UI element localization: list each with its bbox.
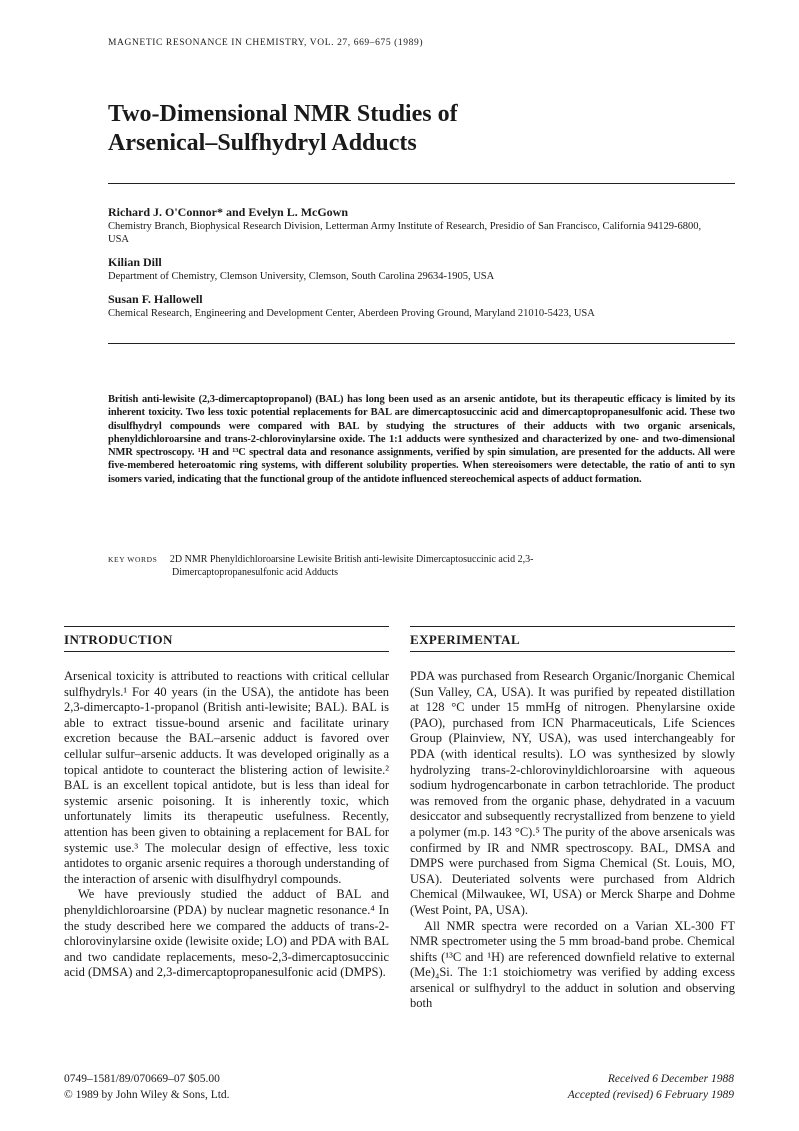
article-title <box>108 100 708 158</box>
intro-top-rule <box>64 626 389 627</box>
author-names: Susan F. Hallowell <box>108 292 203 306</box>
abstract: British anti-lewisite (2,3-dimercaptopropanol) (BAL) has long been used as an arsenic antidote, but its therapeutic efficacy is limited by its inherent toxicity. Two less toxic potential replacements for BAL are dimercaptosuccinic acid and dimercaptopropanesulfonic acid. These two disulfhydryl compounds were compared with BAL by studying the structures of their adducts with two organic arsenicals, phenyldichloroarsine and trans-2-chlorovinylarsine oxide. The 1:1 adducts were synthesized and characterized by one- and two-dimensional NMR spectroscopy. ¹H and ¹³C spectral data and resonance assignments, verified by spin simulation, are presented for the adducts. All were five-membered heteroatomic ring systems, with different solubility properties. When stereoisomers were detectable, the ratio of anti to syn isomers varied, indicating that the functional group of the antidote influenced stereochemical aspects of adduct formation. <box>108 394 735 485</box>
footer-left <box>64 1071 230 1103</box>
keywords <box>108 553 668 579</box>
price-code: 0749–1581/89/070669–07 $05.00 <box>64 1073 220 1085</box>
title-rule <box>108 183 735 184</box>
author-block-3 <box>108 292 708 320</box>
title-line-2: Arsenical–Sulfhydryl Adducts <box>108 130 417 156</box>
author-list <box>108 205 708 329</box>
experimental-bottom-rule <box>410 651 735 652</box>
keywords-line-2: Dimercaptopropanesulfonic acid Adducts <box>172 567 339 578</box>
accepted-date: Accepted (revised) 6 February 1989 <box>567 1089 734 1101</box>
journal-header: MAGNETIC RESONANCE IN CHEMISTRY, VOL. 27, 669–675 (1989) <box>108 38 424 48</box>
intro-heading: INTRODUCTION <box>64 632 173 647</box>
received-date: Received 6 December 1988 <box>607 1073 734 1085</box>
experimental-paragraph-1: PDA was purchased from Research Organic/Inorganic Chemical (Sun Valley, CA, USA). It was purified by repeated distillation at 128 °C under 15 mmHg of nitrogen. Phenylarsine oxide (PAO), purchased from ICN Pharmaceuticals, Life Sciences Group (Plainview, NY, USA), was used interchangeably for PDA (with identical results). LO was synthesized by slowly hydrolyzing trans-2-chlorovinyldichloroarsine with aqueous sodium hydrogencarbonate in carbon tetrachloride. The product was removed from the organic phase, dehydrated in a vacuum desiccator and subsequently recrystallized from benzene to yield a polymer (m.p. 143 °C).⁵ The purity of the above arsenicals was confirmed by IR and NMR spectroscopy. BAL, DMSA and DMPS were purchased from Sigma Chemical (St. Louis, MO, USA). Deuteriated solvents were purchased from Aldrich Chemical (Milwaukee, WI, USA) or Merck Sharpe and Dohme (West Point, PA, USA). <box>410 669 736 917</box>
experimental-top-rule <box>410 626 735 627</box>
author-block-1 <box>108 205 708 246</box>
experimental-body <box>410 669 735 1012</box>
author-names: Kilian Dill <box>108 255 162 269</box>
intro-body <box>64 669 389 981</box>
experimental-heading: EXPERIMENTAL <box>410 632 521 647</box>
intro-paragraph-2: We have previously studied the adduct of BAL and phenyldichloroarsine (PDA) by nuclear magnetic resonance.⁴ In the study described here we compared the adducts of trans-2-chlorovinylarsine oxide (lewisite oxide; LO) and PDA with BAL and two candidate replacements, meso-2,3-dimercaptosuccinic acid (DMSA) and 2,3-dimercaptopropanesulfonic acid (DMPS). <box>64 887 389 980</box>
author-affiliation: Chemistry Branch, Biophysical Research Division, Letterman Army Institute of Research, Presidio of San Francisco, California 94129-6800, USA <box>108 221 702 245</box>
footer-right <box>434 1071 734 1103</box>
title-line-1: Two-Dimensional NMR Studies of <box>108 101 458 127</box>
author-names: Richard J. O'Connor* and Evelyn L. McGown <box>108 205 349 219</box>
author-affiliation: Chemical Research, Engineering and Development Center, Aberdeen Proving Ground, Maryland 21010-5423, USA <box>108 308 595 319</box>
author-block-2 <box>108 255 708 283</box>
keywords-label: KEY WORDS <box>108 555 158 564</box>
experimental-paragraph-2: All NMR spectra were recorded on a Varian XL-300 FT NMR spectrometer using the 5 mm broad-band probe. Chemical shifts (¹³C and ¹H) are referenced downfield relative to external (Me)₄Si. The 1:1 stoichiometry was verified by adding excess arsenical or sulfhydryl to the adduct in solution and observing both <box>410 918 735 1011</box>
keywords-line-1: 2D NMR Phenyldichloroarsine Lewisite British anti-lewisite Dimercaptosuccinic acid 2,3- <box>169 554 534 565</box>
authors-rule <box>108 343 735 344</box>
copyright: © 1989 by John Wiley & Sons, Ltd. <box>64 1089 230 1101</box>
intro-paragraph-1: Arsenical toxicity is attributed to reactions with critical cellular sulfhydryls.¹ For 40 years (in the USA), the antidote has been 2,3-dimercapto-1-propanol (British anti-lewisite; BAL). BAL is able to extract tissue-bound arsenic and facilitate urinary excretion because the BAL–arsenic adduct is favored over cellular sulfur–arsenic adducts. It was developed originally as a topical antidote to counteract the blistering action of lewisite.² BAL is an excellent topical antidote, but is less than ideal for systemic arsenic poisoning. It is inherently toxic, which unfortunately limits its therapeutic usefulness. Recently, attention has been given to obtaining a replacement for BAL for systemic use.³ The molecular design of effective, less toxic antidotes to organic arsenic requires a thorough understanding of the interaction of arsenic with disulfhydryl compounds. <box>64 669 389 886</box>
intro-bottom-rule <box>64 651 389 652</box>
author-affiliation: Department of Chemistry, Clemson University, Clemson, South Carolina 29634-1905, USA <box>108 271 495 282</box>
